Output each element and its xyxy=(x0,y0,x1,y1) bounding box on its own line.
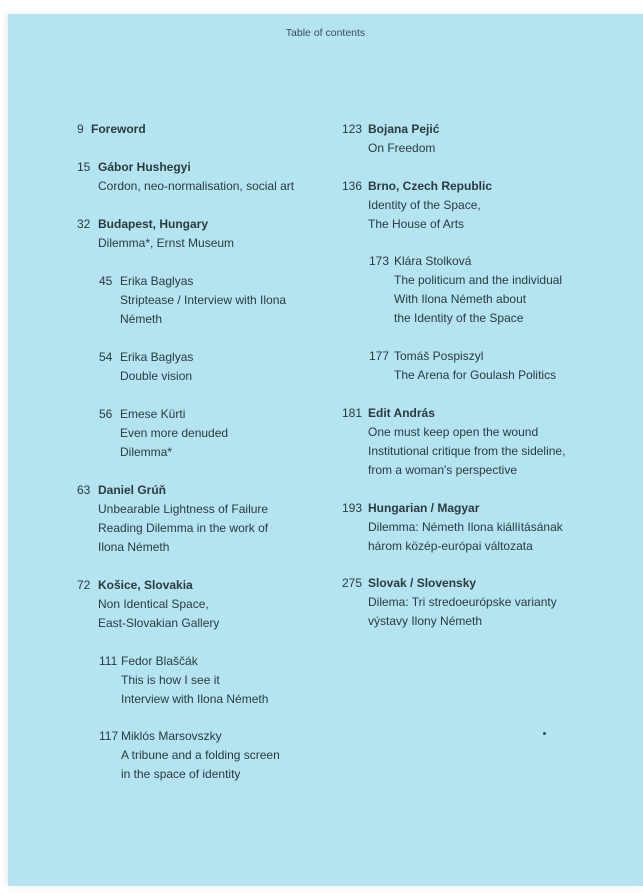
speck-mark xyxy=(543,732,546,735)
page-number: 54 xyxy=(99,350,113,364)
entry-line: The politicum and the individual xyxy=(394,273,563,287)
page-number: 117 xyxy=(99,729,119,743)
entry-line: Ilona Németh xyxy=(98,540,170,554)
entry-line: Interview with Ilona Németh xyxy=(121,692,269,706)
page-number: 45 xyxy=(99,274,113,288)
entry-line: három közép-európai változata xyxy=(368,539,533,553)
page-number: 32 xyxy=(77,217,91,231)
page-number: 181 xyxy=(342,406,363,420)
entry-author: Miklós Marsovszky xyxy=(121,729,222,743)
entry-title: Hungarian / Magyar xyxy=(368,501,480,515)
page-number: 15 xyxy=(77,160,91,174)
entry-line: Even more denuded xyxy=(120,426,229,440)
page-number: 136 xyxy=(342,179,363,193)
page-header: Table of contents xyxy=(285,27,366,39)
entry-line: One must keep open the wound xyxy=(368,425,539,439)
entry-line: Institutional critique from the sideline, xyxy=(368,444,566,458)
page-number: 72 xyxy=(77,578,91,592)
entry-title: Daniel Grúň xyxy=(98,483,167,497)
entry-author: Erika Baglyas xyxy=(120,274,194,288)
entry-author: Erika Baglyas xyxy=(120,350,194,364)
entry-line: Non Identical Space, xyxy=(98,597,209,611)
entry-title: Foreword xyxy=(91,122,146,136)
entry-line: Unbearable Lightness of Failure xyxy=(98,502,269,516)
entry-line: Identity of the Space, xyxy=(368,198,481,212)
entry-title: Budapest, Hungary xyxy=(98,217,209,231)
entry-line: East-Slovakian Gallery xyxy=(98,616,220,630)
page-number: 111 xyxy=(99,654,118,668)
page-number: 177 xyxy=(369,349,390,363)
page-number: 193 xyxy=(342,501,363,515)
entry-line: Dilemma* xyxy=(120,445,173,459)
page-number: 173 xyxy=(369,254,390,268)
entry-line: Németh xyxy=(120,312,163,326)
entry-line: Double vision xyxy=(120,369,193,383)
page-number: 123 xyxy=(342,122,363,136)
page-number: 63 xyxy=(77,483,91,497)
entry-line: Cordon, neo-normalisation, social art xyxy=(98,179,295,193)
entry-line: Dilemma: Németh Ilona kiállításának xyxy=(368,520,563,534)
entry-title: Bojana Pejić xyxy=(368,122,440,136)
page-number: 56 xyxy=(99,407,113,421)
contents-page xyxy=(8,14,643,886)
entry-author: Emese Kürti xyxy=(120,407,186,421)
entry-line: in the space of identity xyxy=(121,767,241,781)
entry-line: Dilemma*, Ernst Museum xyxy=(98,236,235,250)
entry-title: Edit András xyxy=(368,406,435,420)
entry-line: from a woman's perspective xyxy=(368,463,518,477)
entry-line: On Freedom xyxy=(368,141,436,155)
page-number: 275 xyxy=(342,576,363,590)
entry-line: The Arena for Goulash Politics xyxy=(394,368,557,382)
entry-line: the Identity of the Space xyxy=(394,311,524,325)
entry-line: A tribune and a folding screen xyxy=(121,748,280,762)
entry-author: Tomáš Pospiszyl xyxy=(394,349,484,363)
entry-author: Fedor Blaščák xyxy=(121,654,198,668)
entry-title: Brno, Czech Republic xyxy=(368,179,493,193)
entry-line: Striptease / Interview with Ilona xyxy=(120,293,287,307)
entry-line: Reading Dilemma in the work of xyxy=(98,521,269,535)
entry-title: Gábor Hushegyi xyxy=(98,160,191,174)
entry-line: The House of Arts xyxy=(368,217,465,231)
entry-title: Košice, Slovakia xyxy=(98,578,193,592)
page-number: 9 xyxy=(77,122,84,136)
entry-line: With Ilona Németh about xyxy=(394,292,527,306)
entry-line: výstavy Ilony Németh xyxy=(368,614,483,628)
entry-line: Dilema: Tri stredoeurópske varianty xyxy=(368,595,557,609)
entry-title: Slovak / Slovensky xyxy=(368,576,477,590)
entry-line: This is how I see it xyxy=(121,673,220,687)
entry-author: Klára Stolková xyxy=(394,254,472,268)
